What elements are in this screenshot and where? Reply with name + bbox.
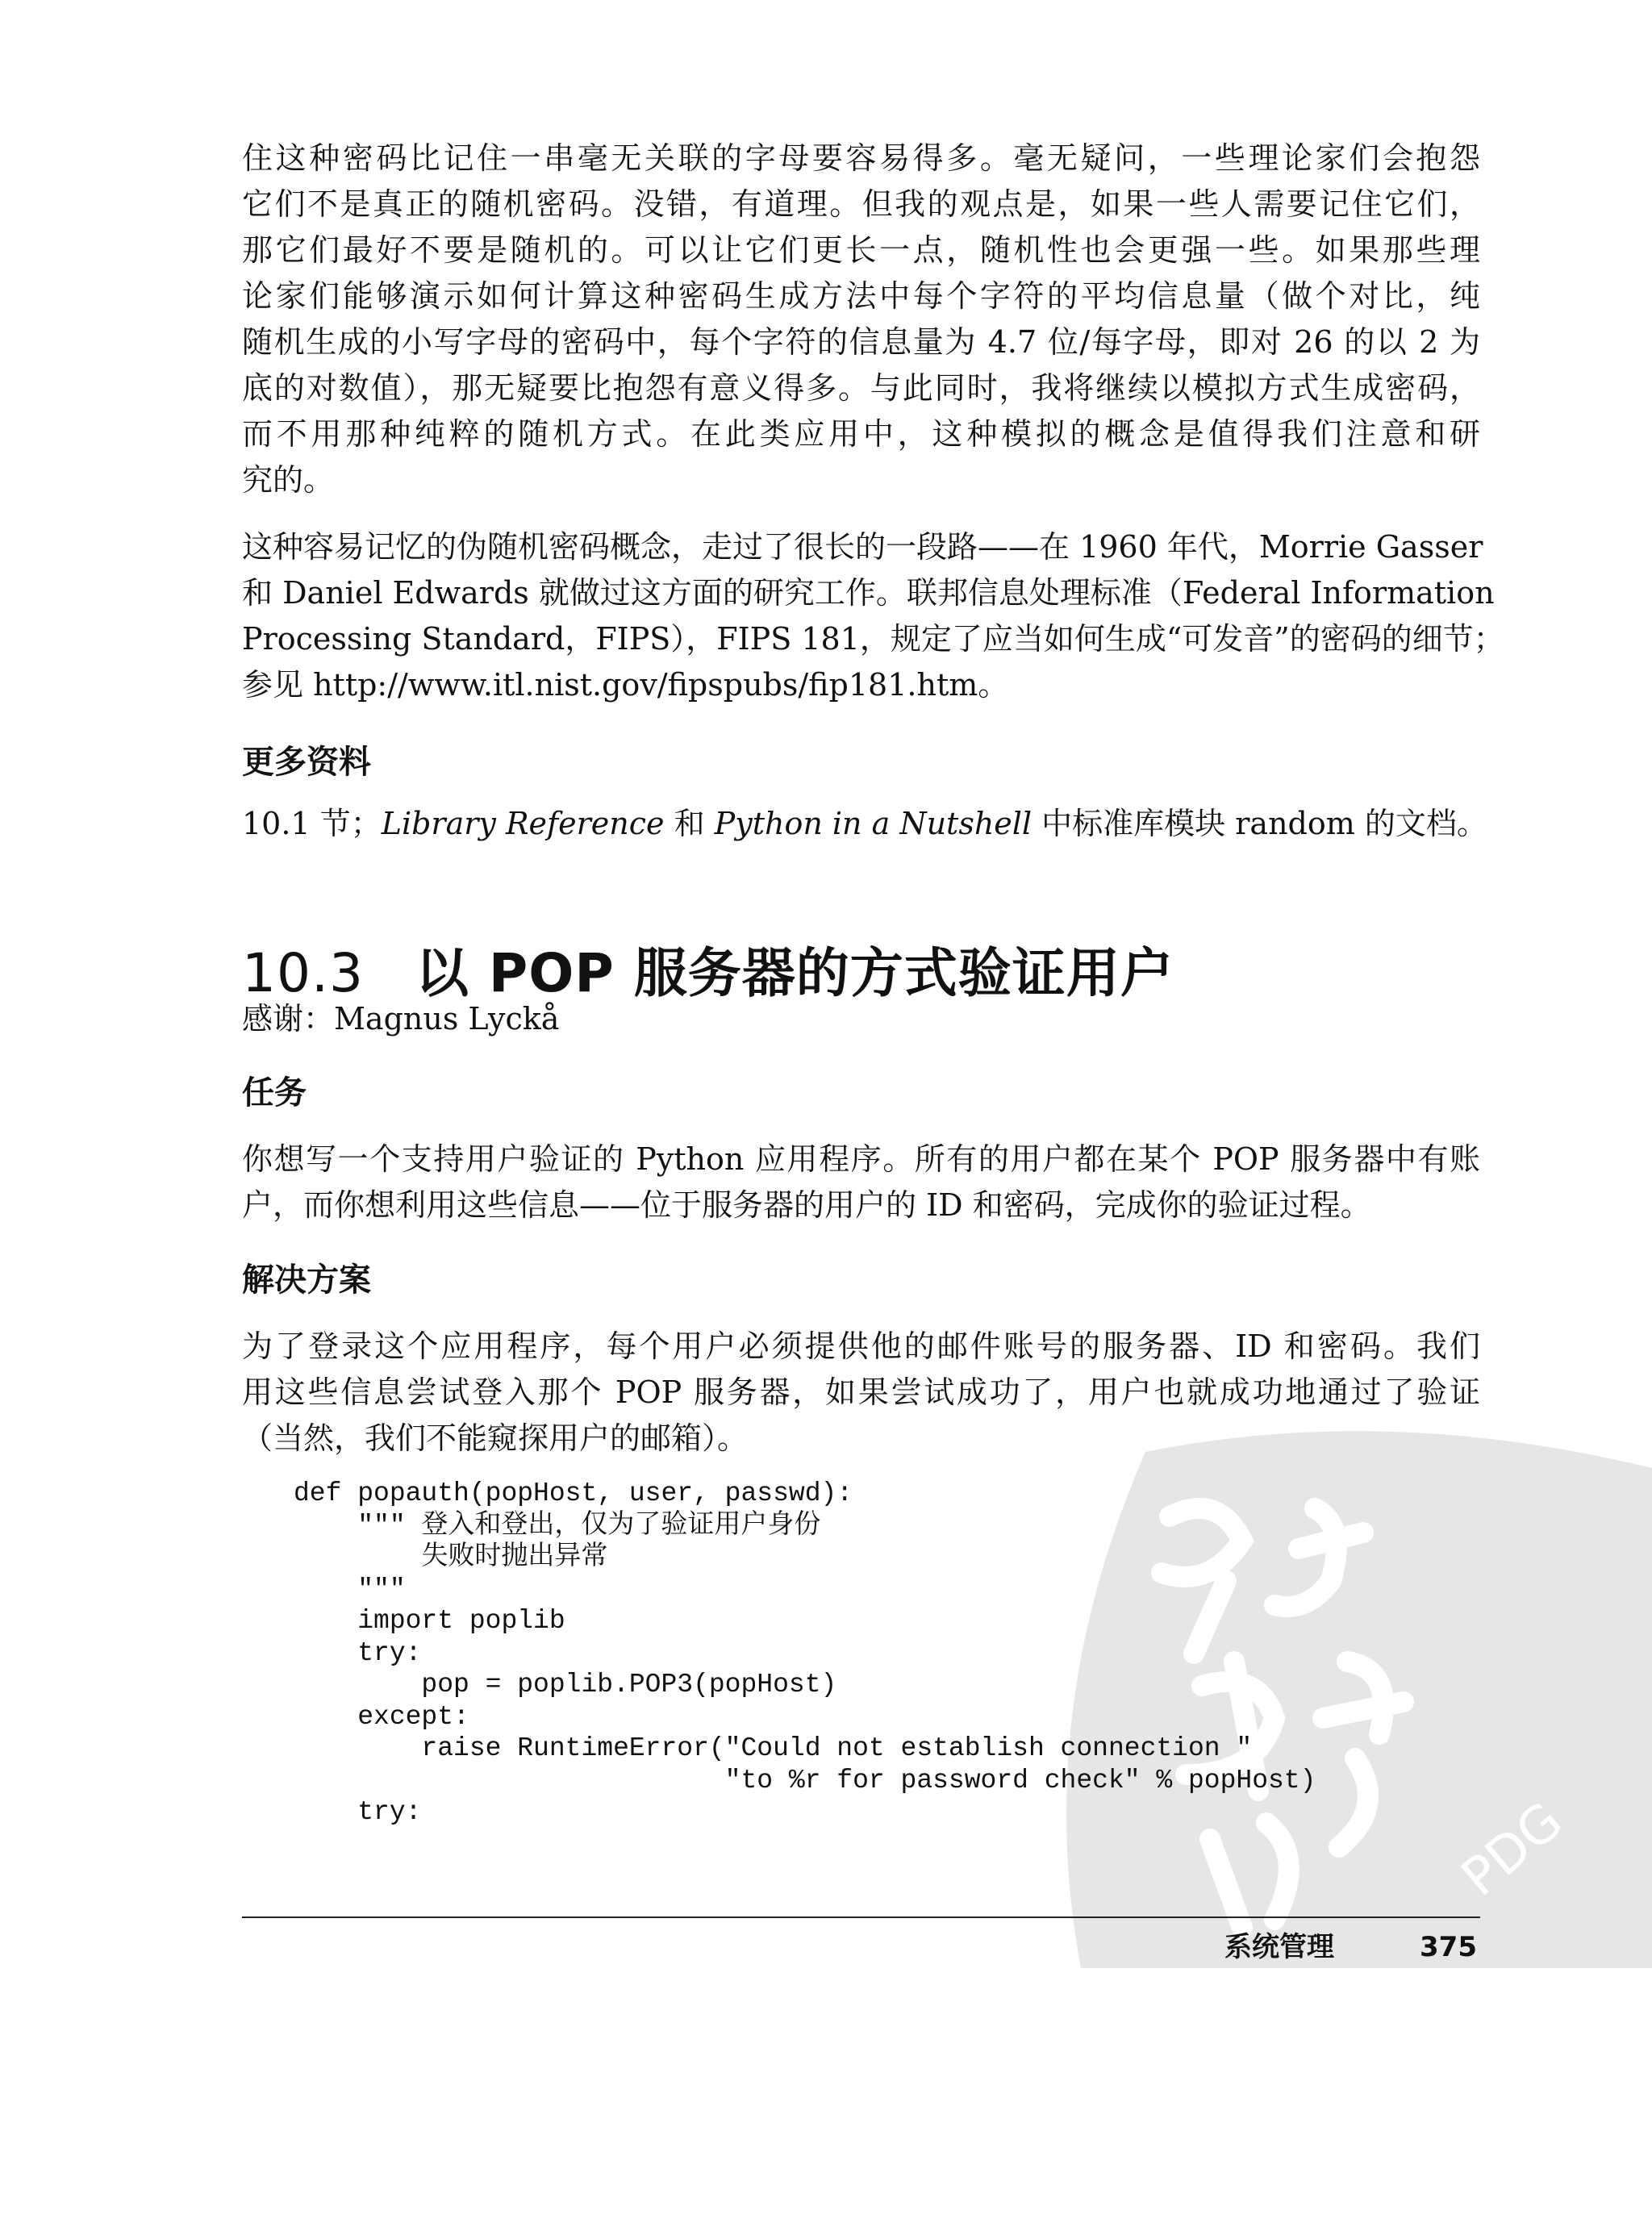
task-section — [242, 1073, 1480, 1113]
more-info-section — [242, 742, 1480, 782]
code-line: import poplib — [294, 1606, 565, 1636]
task-text — [242, 1137, 1480, 1228]
footer-chapter: 系统管理 — [1224, 1931, 1334, 1963]
text-span: 中标准库模块 random 的文档。 — [1032, 806, 1487, 841]
code-line: 失败时抛出异常 — [294, 1542, 608, 1572]
section-number: 10.3 — [242, 941, 364, 1004]
code-line: "to %r for password check" % popHost) — [294, 1765, 1316, 1796]
text-line — [242, 801, 1487, 847]
text-line: 户，而你想利用这些信息——位于服务器的用户的 ID 和密码，完成你的验证过程。 — [242, 1187, 1371, 1223]
text-line: 这种容易记忆的伪随机密码概念，走过了很长的一段路——在 1960 年代，Morrie Gasser — [242, 529, 1483, 565]
section-title-text: 以 POP 服务器的方式验证用户 — [415, 941, 1174, 1004]
text-line: 参见 http://www.itl.nist.gov/fipspubs/fip181.htm。 — [242, 667, 1009, 703]
text-line: 住这种密码比记住一串毫无关联的字母要容易得多。毫无疑问，一些理论家们会抱怨 — [242, 140, 1480, 176]
paragraph-password-simulation — [242, 136, 1480, 503]
text-line: 那它们最好不要是随机的。可以让它们更长一点，随机性也会更强一些。如果那些理 — [242, 232, 1480, 268]
more-info-text — [242, 801, 1487, 847]
solution-section — [242, 1260, 1480, 1300]
paragraph-fips-history — [242, 524, 1504, 708]
text-line: 和 Daniel Edwards 就做过这方面的研究工作。联邦信息处理标准（Federal Information — [242, 575, 1495, 611]
text-span: 10.1 节； — [242, 806, 382, 841]
text-line: （当然，我们不能窥探用户的邮箱）。 — [242, 1420, 749, 1456]
task-heading: 任务 — [242, 1074, 307, 1112]
page-number: 375 — [1420, 1931, 1477, 1963]
reference-title: Library Reference — [381, 806, 665, 841]
code-line: pop = poplib.POP3(popHost) — [294, 1670, 837, 1700]
text-line: 而不用那种纯粹的随机方式。在此类应用中，这种模拟的概念是值得我们注意和研 — [242, 416, 1480, 452]
text-line: 底的对数值），那无疑要比抱怨有意义得多。与此同时，我将继续以模拟方式生成密码， — [242, 370, 1480, 406]
credit-line: 感谢：Magnus Lyckå — [242, 1001, 560, 1036]
code-line: """ — [294, 1574, 406, 1604]
more-info-heading: 更多资料 — [242, 744, 371, 781]
watermark-text: PDG — [1450, 1791, 1575, 1908]
text-line: 论家们能够演示如何计算这种密码生成方法中每个字符的平均信息量（做个对比，纯 — [242, 278, 1480, 314]
text-line: 为了登录这个应用程序，每个用户必须提供他的邮件账号的服务器、ID 和密码。我们 — [242, 1328, 1480, 1364]
text-line: 用这些信息尝试登入那个 POP 服务器，如果尝试成功了，用户也就成功地通过了验证 — [242, 1374, 1480, 1410]
more-info-body — [242, 801, 1487, 847]
solution-heading: 解决方案 — [242, 1262, 371, 1299]
text-line: 你想写一个支持用户验证的 Python 应用程序。所有的用户都在某个 POP 服务器中有账 — [242, 1141, 1480, 1177]
task-body — [242, 1137, 1480, 1228]
code-line: try: — [294, 1637, 422, 1668]
text-line: 究的。 — [242, 462, 335, 498]
paragraph-2 — [242, 524, 1504, 708]
text-line: Processing Standard，FIPS），FIPS 181，规定了应当如何生成“可发音”的密码的细节； — [242, 621, 1504, 657]
code-listing — [294, 1478, 1316, 1829]
code-line: """ 登入和登出，仅为了验证用户身份 — [294, 1510, 821, 1541]
text-span: 和 — [664, 806, 715, 841]
text-line: 它们不是真正的随机密码。没错，有道理。但我的观点是，如果一些人需要记住它们， — [242, 186, 1480, 222]
text-line: 随机生成的小写字母的密码中，每个字符的信息量为 4.7 位/每字母，即对 26 的以 2 为 — [242, 324, 1480, 360]
code-line: raise RuntimeError("Could not establish connection " — [294, 1733, 1253, 1763]
footer-rule — [242, 1916, 1480, 1918]
code-line: def popauth(popHost, user, passwd): — [294, 1479, 853, 1508]
section-title — [242, 941, 1174, 1006]
code-line: except: — [294, 1701, 469, 1732]
paragraph-1 — [242, 136, 1480, 503]
reference-title: Python in a Nutshell — [714, 806, 1032, 841]
code-line: try: — [294, 1797, 422, 1827]
